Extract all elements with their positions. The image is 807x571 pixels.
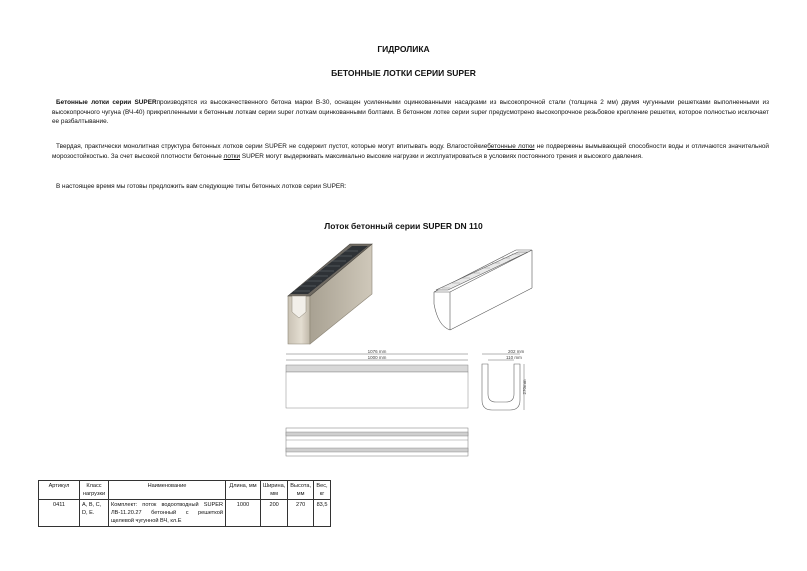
intro-p1-text: производятся из высокачественного бетона марки В-30, оснащен усиленными оцинкованными насадками из высокопрочной стали (толщина 2 мм) двумя чугунными решетками выполненными из высокопрочного чугуна (ВЧ-40) прикрепленными к бетонным лоткам серии super лоткам оцинкованными болтами. В бетонном лотке серии super предусмотрено высокопрочное резьбовое крепление решетки, которое полностью исключает ее разбалтывание.	[52, 99, 770, 126]
table-row	[39, 500, 331, 527]
intro-p2-c: SUPER могут выдерживать максимально высокие нагрузки и эксплуатироваться в условиях постоянного трения и высокого давления.	[240, 152, 643, 160]
intro-paragraph-1	[52, 98, 769, 127]
product-photo	[270, 236, 380, 348]
col-length: Длина, мм	[226, 481, 261, 500]
col-width: Ширина, мм	[261, 481, 288, 500]
top-view-drawing	[284, 426, 470, 458]
col-name: Наименование	[109, 481, 226, 500]
link-trays[interactable]: лотки	[223, 152, 241, 160]
dim-height-label: 270mm	[522, 379, 527, 395]
cell-height: 270	[288, 500, 314, 527]
cross-section-drawing	[478, 348, 528, 412]
dim-total-label: 1076 mm	[367, 349, 387, 354]
dim-width-label: 202 mm	[508, 349, 525, 354]
cell-weight: 83,5	[314, 500, 331, 527]
col-height: Высота, мм	[288, 481, 314, 500]
col-article: Артикул	[39, 481, 80, 500]
intro-p2-a: Твердая, практически монолитная структура бетонных лотков серии SUPER не содержит пустот, которые могут впитывать воду. Влагостойкие	[56, 143, 488, 150]
intro-paragraph-3: В настоящее время мы готовы предложить вам следующие типы бетонных лотков серии SUPER:	[56, 183, 347, 190]
intro-p2-b: не подвержены вымывающей способности воды и отличаются значительной морозостойкостью. За счет высокой плотности бетонные	[52, 143, 769, 160]
intro-bold-lead: Бетонные лотки серии SUPER	[56, 99, 157, 106]
col-weight: Вес, кг	[314, 481, 331, 500]
cell-article: 0411	[39, 500, 80, 527]
side-body	[286, 372, 468, 408]
cell-length: 1000	[226, 500, 261, 527]
cell-width: 200	[261, 500, 288, 527]
col-load-class: Класс нагрузки	[80, 481, 109, 500]
side-grate	[286, 365, 468, 372]
table-header-row	[39, 481, 331, 500]
product-title: Лоток бетонный серии SUPER DN 110	[324, 221, 483, 231]
link-concrete-trays[interactable]: бетонные лотки	[487, 143, 535, 150]
spec-table	[38, 480, 331, 527]
product-drawing	[428, 238, 538, 334]
dim-length-label: 1000 mm	[367, 355, 387, 360]
page-subtitle: БЕТОННЫЕ ЛОТКИ СЕРИИ SUPER	[331, 68, 476, 78]
cell-load-class: А, В, С, D, Е.	[80, 500, 109, 527]
page-title: ГИДРОЛИКА	[377, 44, 430, 54]
intro-paragraph-2	[52, 142, 769, 161]
dim-inner-label: 110 mm	[506, 355, 522, 360]
cell-name: Комплект: поток водоотводный SUPER ЛВ-11.20.27 бетонный с решеткой щелевой чугунной ВЧ, кл.Е	[109, 500, 226, 527]
side-view-drawing	[284, 348, 470, 412]
